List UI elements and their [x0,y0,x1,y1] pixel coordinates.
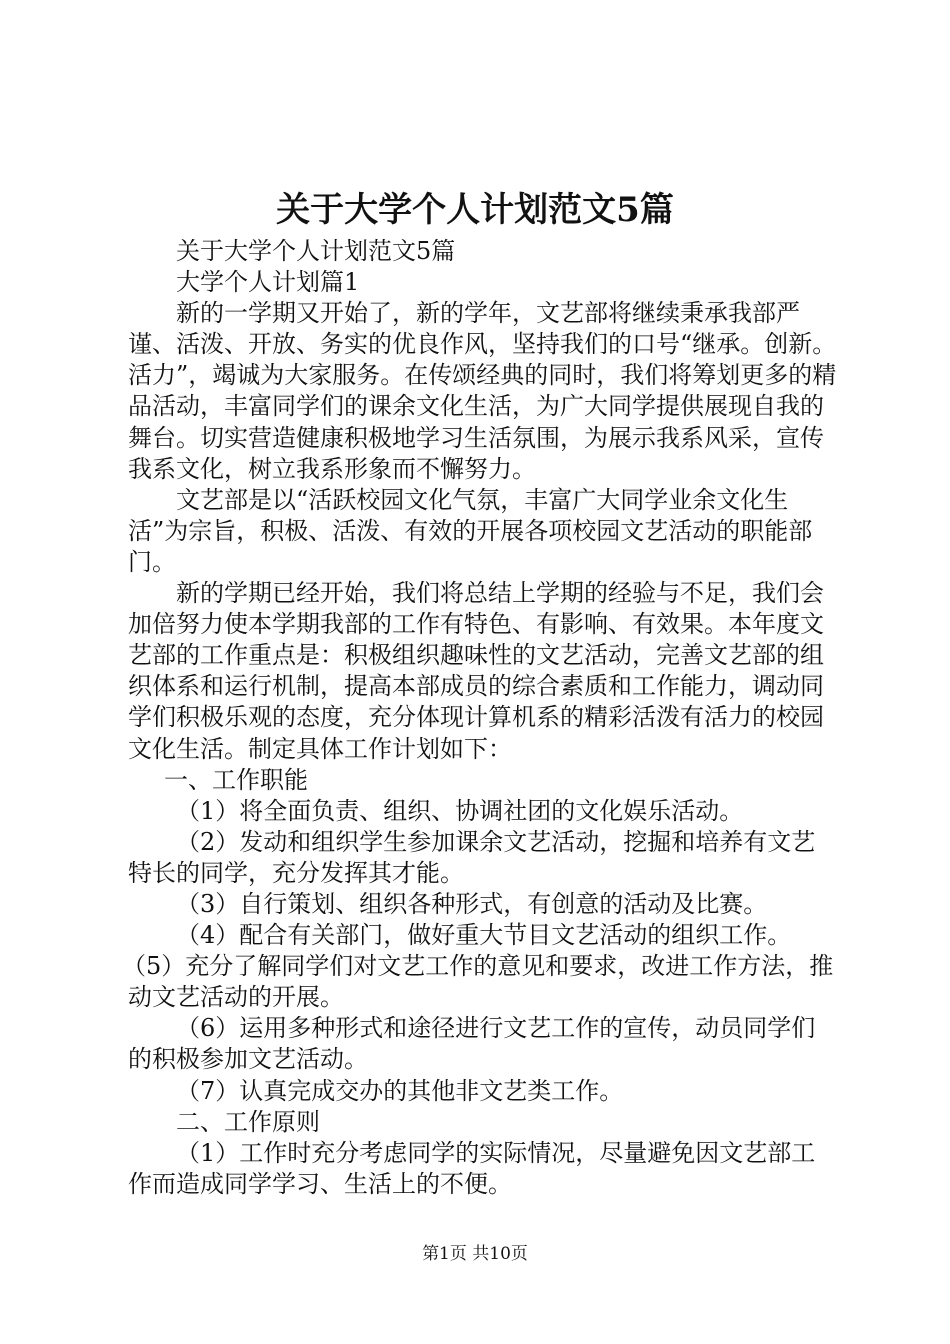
paragraph-heading: 二、工作原则 [176,1107,320,1136]
paragraph-subtitle: 关于大学个人计划范文5篇 [176,237,456,265]
list-item: （6）运用多种形式和途径进行文艺工作的宣传，动员同学们的积极参加文艺活动。 [128,1014,816,1074]
document-title: 关于大学个人计划范文5篇 [276,190,674,230]
list-item: （7）认真完成交办的其他非文艺类工作。 [176,1076,624,1105]
list-item: （3）自行策划、组织各种形式，有创意的活动及比赛。 [176,889,768,918]
document-body [122,236,838,1200]
list-item: （1）将全面负责、组织、协调社团的文化娱乐活动。 [176,796,744,825]
list-item: （5）充分了解同学们对文艺工作的意见和要求，改进工作方法，推动文艺活动的开展。 [122,952,834,1012]
paragraph: 新的学期已经开始，我们将总结上学期的经验与不足，我们会加倍努力使本学期我部的工作有特色、有影响、有效果。本年度文艺部的工作重点是：积极组织趣味性的文艺活动，完善文艺部的组织体系和运行机制，提高本部成员的综合素质和工作能力，调动同学们积极乐观的态度，充分体现计算机系的精彩活泼有活力的校园文化生活。制定具体工作计划如下： [128,579,824,763]
paragraph-heading: 一、工作职能 [164,765,308,794]
list-item: （4）配合有关部门，做好重大节目文艺活动的组织工作。 [176,921,792,950]
paragraph: 新的一学期又开始了，新的学年，文艺部将继续秉承我部严谨、活泼、开放、务实的优良作风，坚持我们的口号“继承。创新。活力”，竭诚为大家服务。在传颂经典的同时，我们将筹划更多的精品活动，丰富同学们的课余文化生活，为广大同学提供展现自我的舞台。切实营造健康积极地学习生活氛围，为展示我系风采，宣传我系文化，树立我系形象而不懈努力。 [128,299,837,483]
page-number: 第1页 共10页 [422,1244,528,1264]
paragraph: 文艺部是以“活跃校园文化气氛，丰富广大同学业余文化生活”为宗旨，积极、活泼、有效的开展各项校园文艺活动的职能部门。 [128,485,813,576]
paragraph-section-heading: 大学个人计划篇1 [176,268,360,297]
list-item: （1）工作时充分考虑同学的实际情况，尽量避免因文艺部工作而造成同学学习、生活上的不便。 [128,1138,816,1198]
list-item: （2）发动和组织学生参加课余文艺活动，挖掘和培养有文艺特长的同学，充分发挥其才能。 [128,827,816,887]
